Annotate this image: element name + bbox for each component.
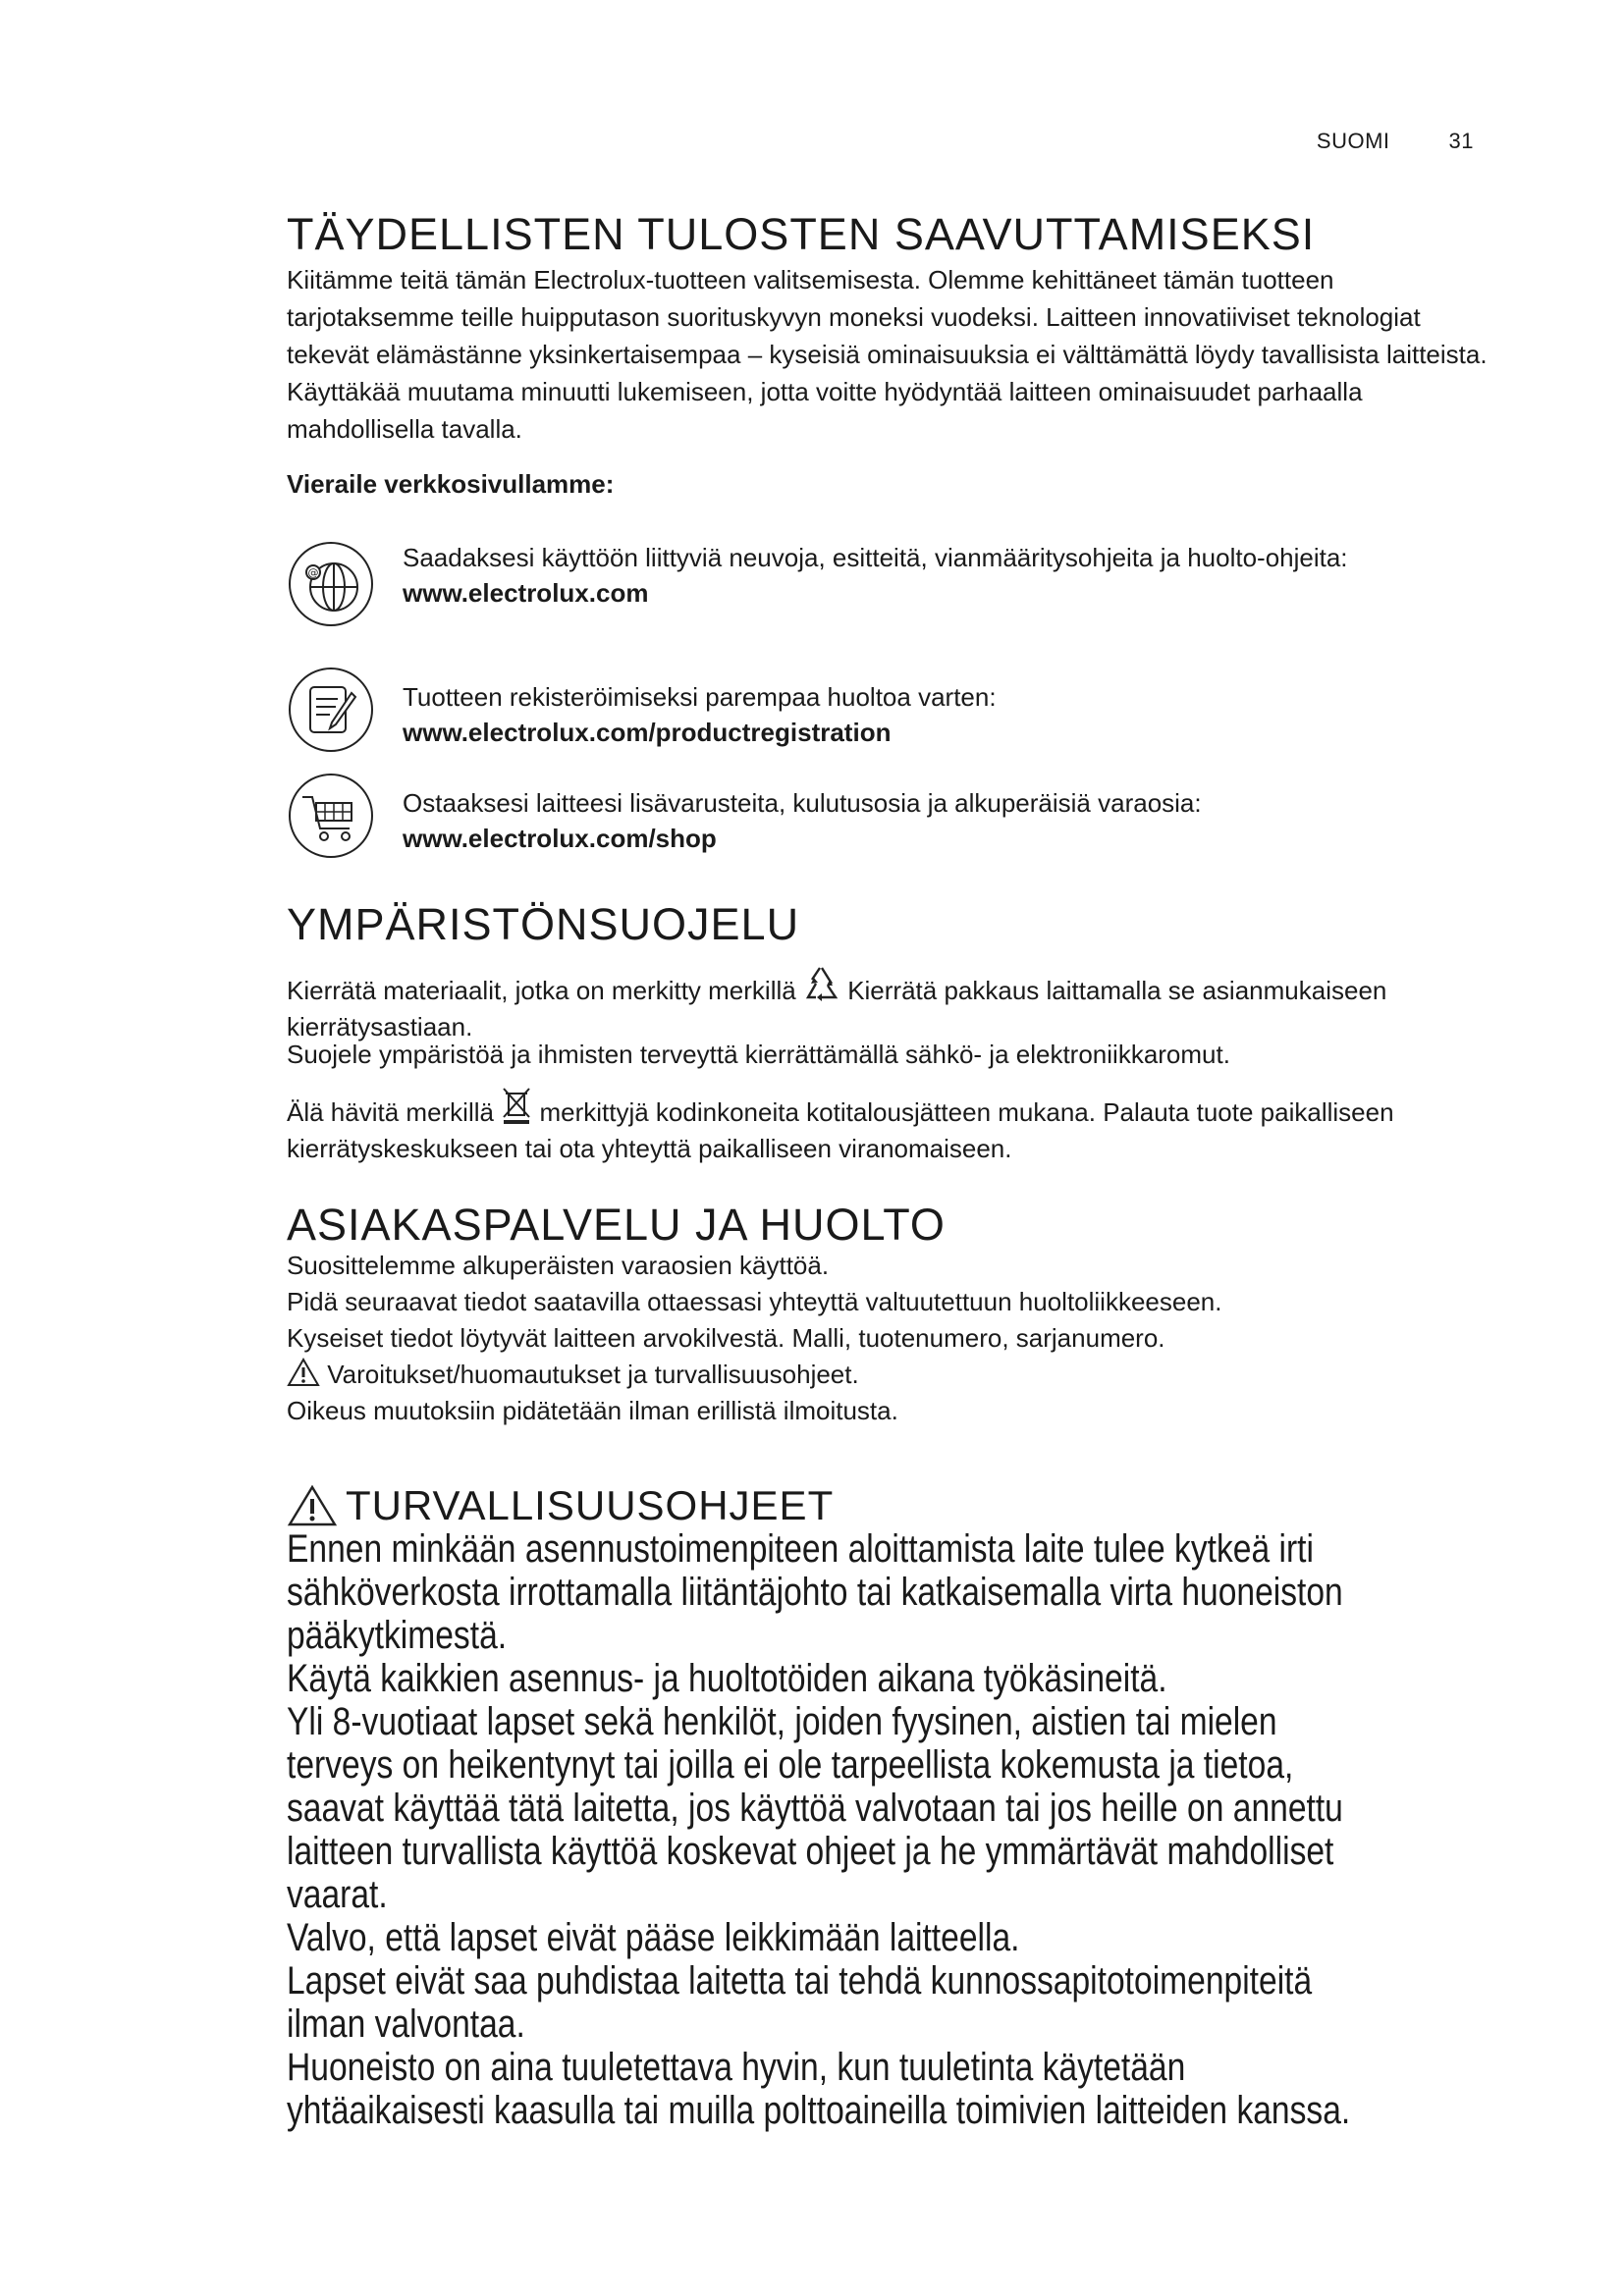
link-description: Tuotteen rekisteröimiseksi parempaa huoltoa varten: [403,682,997,712]
language-label: SUOMI [1316,129,1390,153]
safety-instructions [287,1527,1351,2132]
environment-paragraph-3 [287,1086,1504,1167]
safety-line: yhtäaikaisesti kaasulla tai muilla polttoaineilla toimivien laitteiden kanssa. [287,2089,1351,2132]
safety-line: Käytä kaikkien asennus- ja huoltotöiden aikana työkäsineitä. [287,1657,1167,1700]
environment-paragraph-2: Suojele ympäristöä ja ihmisten terveyttä kierrättämällä sähkö- ja elektroniikkaromut. [287,1040,1230,1069]
link-row-support [287,540,1434,628]
intro-text: Kiitämme teitä tämän Electrolux-tuotteen valitsemisesta. Olemme kehittäneet tämän tuotteen tarjotaksemme teille huipputason suorituskyvyn moneksi vuodeksi. Laitteen innovatiiviset teknologiat tekevät elämästänne yksinkertaisempaa – kyseisiä ominaisuuksia ei välttämättä löydy tavallisista laitteista. Käyttäkää muutama minuutti lukemiseen, jotta voitte hyödyntää laitteen ominaisuudet parhaalla mahdollisella tavalla. [287,265,1488,444]
safety-title-text: TURVALLISUUSOHJEET [346,1482,835,1528]
cs-line: Suosittelemme alkuperäisten varaosien käyttöä. [287,1251,830,1280]
link-row-registration [287,666,1434,754]
cs-line: Varoitukset/huomautukset ja turvallisuusohjeet. [327,1360,859,1389]
visit-heading: Vieraile verkkosivullamme: [287,469,615,499]
safety-line: Valvo, että lapset eivät pääse leikkimään laitteella. [287,1916,1020,1959]
warning-icon [287,1484,338,1527]
page-header [1317,129,1474,154]
safety-line: sähköverkosta irrottamalla liitäntäjohto tai katkaisemalla virta huoneiston [287,1571,1343,1614]
shopping-cart-icon [287,772,375,860]
safety-line: Lapset eivät saa puhdistaa laitetta tai tehdä kunnossapitotoimenpiteitä [287,1959,1313,2002]
safety-line: pääkytkimestä. [287,1614,508,1657]
link-row-shop [287,772,1434,860]
link-support-url[interactable]: www.electrolux.com [403,578,649,608]
globe-icon [287,540,375,628]
cs-warning-line [287,1357,1504,1393]
safety-line: saavat käyttää tätä laitetta, jos käyttöä valvotaan tai jos heille on annettu [287,1787,1343,1830]
cs-line: Oikeus muutoksiin pidätetään ilman erillistä ilmoitusta. [287,1396,898,1425]
env-text: Älä hävitä merkillä [287,1097,494,1127]
safety-title [287,1482,1494,1529]
safety-line: ilman valvontaa. [287,2002,525,2046]
safety-line: Yli 8-vuotiaat lapset sekä henkilöt, joiden fyysinen, aistien tai mielen [287,1700,1277,1743]
safety-line: laitteen turvallista käyttöä koskevat ohjeet ja he ymmärtävät mahdolliset [287,1830,1334,1873]
env-text: merkittyjä kodinkoneita kotitalousjätteen mukana. Palauta tuote paikalliseen kierrätyskeskukseen tai ota yhteyttä paikalliseen viranomaiseen. [287,1097,1394,1163]
customer-service-text [287,1248,1504,1429]
env-text: Kierrätä materiaalit, jotka on merkitty merkillä [287,976,796,1005]
customer-service-title: ASIAKASPALVELU JA HUOLTO [287,1200,946,1250]
recycling-icon [803,964,840,1003]
env-text: Kierrätä pakkaus laittamalla se asianmukaiseen kierrätysastiaan. [287,976,1387,1041]
safety-line: Huoneisto on aina tuuletettava hyvin, kun tuuletinta käytetään [287,2046,1186,2089]
svg-text:@: @ [307,566,319,579]
warning-icon [287,1358,320,1387]
page-number: 31 [1448,129,1474,153]
link-description: Saadaksesi käyttöön liittyviä neuvoja, esitteitä, vianmääritysohjeita ja huolto-ohjeita: [403,543,1348,572]
safety-line: Ennen minkään asennustoimenpiteen aloittamista laite tulee kytkeä irti [287,1527,1314,1571]
crossed-bin-icon [501,1086,532,1125]
environment-title: YMPÄRISTÖNSUOJELU [287,899,800,949]
safety-line: terveys on heikentynyt tai joilla ei ole tarpeellista kokemusta ja tietoa, [287,1743,1294,1787]
cs-line: Pidä seuraavat tiedot saatavilla ottaessasi yhteyttä valtuutettuun huoltoliikkeeseen. [287,1287,1222,1316]
cs-line: Kyseiset tiedot löytyvät laitteen arvokilvestä. Malli, tuotenumero, sarjanumero. [287,1323,1165,1353]
registration-icon [287,666,375,754]
link-description: Ostaaksesi laitteesi lisävarusteita, kulutusosia ja alkuperäisiä varaosia: [403,788,1202,818]
environment-paragraph-1 [287,964,1504,1045]
intro-title: TÄYDELLISTEN TULOSTEN SAAVUTTAMISEKSI [287,209,1316,259]
safety-line: vaarat. [287,1873,388,1916]
link-registration-url[interactable]: www.electrolux.com/productregistration [403,718,892,747]
link-shop-url[interactable]: www.electrolux.com/shop [403,824,717,853]
